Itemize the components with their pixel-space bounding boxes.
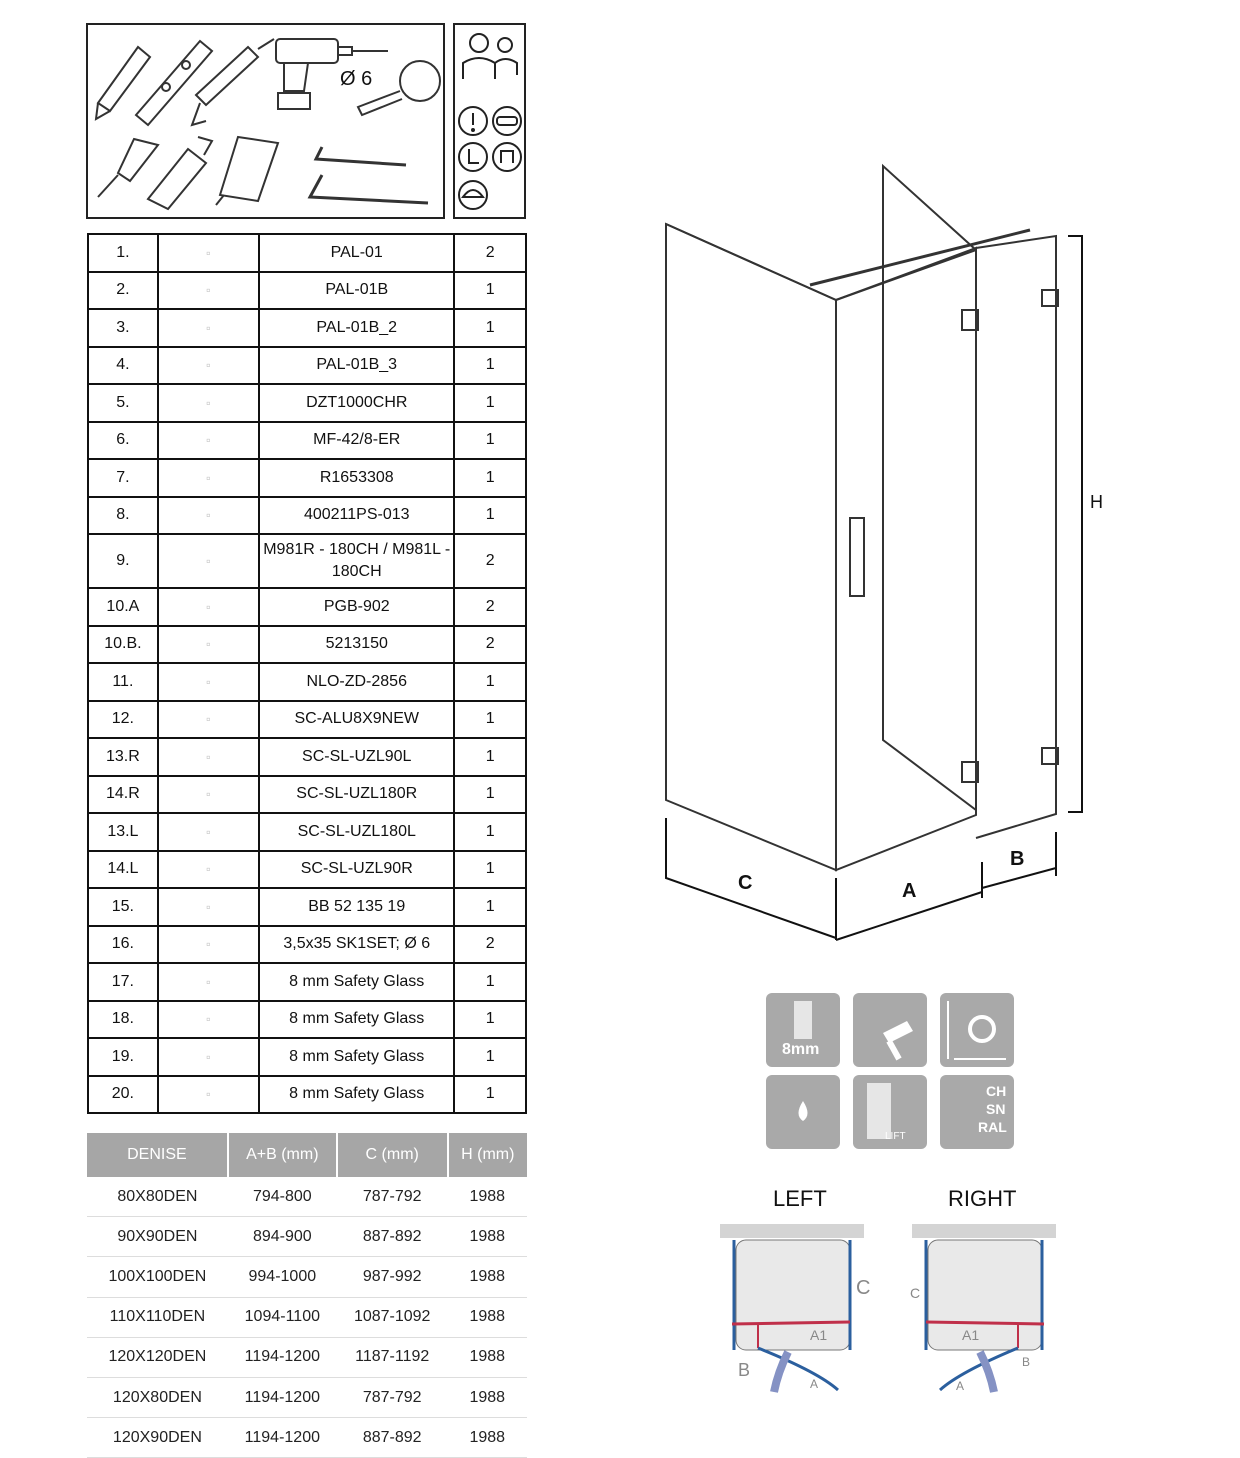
parts-row: [88, 309, 526, 347]
part-number: 11.: [88, 663, 158, 701]
part-quantity: 1: [454, 272, 526, 310]
size-row: [87, 1337, 527, 1377]
size-header: C (mm): [337, 1133, 448, 1177]
part-number: 2.: [88, 272, 158, 310]
part-number: 6.: [88, 422, 158, 460]
part-code: 8 mm Safety Glass: [259, 1076, 454, 1114]
part-thumbnail-icon: ▫: [206, 899, 211, 914]
screwdriver-icon: [98, 139, 158, 197]
part-illustration: [158, 588, 259, 626]
left-c-label: C: [856, 1277, 871, 1299]
part-thumbnail-icon: ▫: [206, 974, 211, 989]
part-quantity: 1: [454, 347, 526, 385]
finish-ch-label: CH: [986, 1083, 1007, 1099]
part-code: 8 mm Safety Glass: [259, 1038, 454, 1076]
left-a1-label: A1: [810, 1327, 828, 1343]
side-glass-panel: [666, 224, 836, 870]
part-code: PAL-01B_2: [259, 309, 454, 347]
parts-row: [88, 1076, 526, 1114]
part-number: 15.: [88, 888, 158, 926]
part-code: 8 mm Safety Glass: [259, 1001, 454, 1039]
part-quantity: 1: [454, 497, 526, 535]
parts-row: [88, 701, 526, 739]
size-cell: 1988: [448, 1418, 527, 1458]
part-number: 17.: [88, 963, 158, 1001]
part-quantity: 2: [454, 926, 526, 964]
part-number: 9.: [88, 534, 158, 588]
caulk-gun-icon: [192, 39, 274, 125]
part-illustration: [158, 851, 259, 889]
part-number: 4.: [88, 347, 158, 385]
part-illustration: [158, 497, 259, 535]
part-thumbnail-icon: ▫: [206, 749, 211, 764]
part-illustration: [158, 813, 259, 851]
size-header: DENISE: [87, 1133, 228, 1177]
part-number: 14.R: [88, 776, 158, 814]
part-quantity: 1: [454, 738, 526, 776]
part-thumbnail-icon: ▫: [206, 508, 211, 523]
size-row: [87, 1377, 527, 1417]
part-quantity: 1: [454, 1038, 526, 1076]
part-quantity: 1: [454, 813, 526, 851]
part-code: R1653308: [259, 459, 454, 497]
part-illustration: [158, 663, 259, 701]
part-number: 7.: [88, 459, 158, 497]
part-number: 13.L: [88, 813, 158, 851]
part-thumbnail-icon: ▫: [206, 862, 211, 877]
size-cell: 994-1000: [228, 1257, 337, 1297]
part-quantity: 1: [454, 776, 526, 814]
two-installers-icon: [463, 34, 517, 79]
part-quantity: 1: [454, 888, 526, 926]
adjustment-range-icon: [940, 993, 1014, 1067]
part-code: SC-ALU8X9NEW: [259, 701, 454, 739]
part-thumbnail-icon: ▫: [206, 937, 211, 952]
right-a1-label: A1: [962, 1327, 980, 1343]
part-code: NLO-ZD-2856: [259, 663, 454, 701]
part-number: 12.: [88, 701, 158, 739]
height-dimension-line: [1068, 236, 1082, 812]
parts-row: [88, 459, 526, 497]
glass-thickness-label: 8mm: [782, 1041, 820, 1058]
size-cell: 1988: [448, 1217, 527, 1257]
parts-row: [88, 384, 526, 422]
size-cell: 120X80DEN: [87, 1377, 228, 1417]
right-orientation-diagram: [910, 1222, 1070, 1397]
part-quantity: 1: [454, 309, 526, 347]
part-code: 400211PS-013: [259, 497, 454, 535]
size-cell: 987-992: [337, 1257, 448, 1297]
part-illustration: [158, 776, 259, 814]
safety-panel: [453, 23, 526, 219]
gloves-icon: [493, 143, 521, 171]
dim-c-label: C: [738, 872, 753, 894]
part-thumbnail-icon: ▫: [206, 1087, 211, 1102]
part-illustration: [158, 888, 259, 926]
part-thumbnail-icon: ▫: [206, 712, 211, 727]
part-number: 14.L: [88, 851, 158, 889]
part-illustration: [158, 1038, 259, 1076]
parts-row: [88, 738, 526, 776]
part-code: 3,5x35 SK1SET; Ø 6: [259, 926, 454, 964]
boots-icon: [459, 143, 487, 171]
part-number: 10.A: [88, 588, 158, 626]
size-cell: 894-900: [228, 1217, 337, 1257]
part-illustration: [158, 1076, 259, 1114]
part-thumbnail-icon: ▫: [206, 1012, 211, 1027]
right-a-label: A: [956, 1379, 965, 1393]
part-quantity: 1: [454, 1001, 526, 1039]
part-illustration: [158, 459, 259, 497]
part-number: 1.: [88, 234, 158, 272]
size-cell: 1187-1192: [337, 1337, 448, 1377]
parts-row: [88, 663, 526, 701]
part-code: 8 mm Safety Glass: [259, 963, 454, 1001]
part-quantity: 1: [454, 663, 526, 701]
part-illustration: [158, 272, 259, 310]
part-quantity: 1: [454, 963, 526, 1001]
part-code: SC-SL-UZL90R: [259, 851, 454, 889]
part-illustration: [158, 534, 259, 588]
part-quantity: 1: [454, 851, 526, 889]
shower-enclosure-drawing: [640, 150, 1100, 950]
part-number: 3.: [88, 309, 158, 347]
part-thumbnail-icon: ▫: [206, 320, 211, 335]
glass-thickness-icon: [766, 993, 840, 1067]
part-code: SC-SL-UZL180L: [259, 813, 454, 851]
part-code: 5213150: [259, 626, 454, 664]
part-illustration: [158, 1001, 259, 1039]
part-number: 20.: [88, 1076, 158, 1114]
size-cell: 1988: [448, 1297, 527, 1337]
size-cell: 120X120DEN: [87, 1337, 228, 1377]
parts-row: [88, 626, 526, 664]
right-caption: RIGHT: [948, 1186, 1017, 1211]
size-row: [87, 1418, 527, 1458]
part-code: PAL-01B: [259, 272, 454, 310]
part-illustration: [158, 701, 259, 739]
left-caption: LEFT: [773, 1186, 827, 1211]
part-quantity: 1: [454, 1076, 526, 1114]
parts-row: [88, 888, 526, 926]
size-cell: 887-892: [337, 1217, 448, 1257]
parts-row: [88, 1001, 526, 1039]
size-cell: 120X90DEN: [87, 1418, 228, 1458]
part-code: MF-42/8-ER: [259, 422, 454, 460]
part-code: PAL-01B_3: [259, 347, 454, 385]
part-thumbnail-icon: ▫: [206, 433, 211, 448]
parts-table: [87, 233, 527, 1114]
size-row: [87, 1257, 527, 1297]
size-table: [87, 1133, 527, 1458]
dim-a-label: A: [902, 880, 917, 902]
warning-icon: [459, 107, 487, 135]
parts-row: [88, 1038, 526, 1076]
part-thumbnail-icon: ▫: [206, 599, 211, 614]
part-quantity: 2: [454, 588, 526, 626]
dim-b-label: B: [1010, 848, 1025, 870]
part-thumbnail-icon: ▫: [206, 245, 211, 260]
water-drop-icon: [766, 1075, 840, 1149]
part-number: 5.: [88, 384, 158, 422]
parts-row: [88, 272, 526, 310]
part-code: SC-SL-UZL180R: [259, 776, 454, 814]
part-illustration: [158, 626, 259, 664]
part-illustration: [158, 422, 259, 460]
size-cell: 1988: [448, 1177, 527, 1217]
part-illustration: [158, 234, 259, 272]
size-header: A+B (mm): [228, 1133, 337, 1177]
size-row: [87, 1177, 527, 1217]
part-number: 10.B.: [88, 626, 158, 664]
size-cell: 1988: [448, 1257, 527, 1297]
left-orientation-diagram: [718, 1222, 878, 1397]
size-cell: 1988: [448, 1337, 527, 1377]
finish-ral-label: RAL: [978, 1119, 1007, 1135]
parts-row: [88, 813, 526, 851]
stabilizer-bar: [810, 230, 1030, 285]
part-illustration: [158, 347, 259, 385]
size-header: H (mm): [448, 1133, 527, 1177]
size-cell: 887-892: [337, 1418, 448, 1458]
part-illustration: [158, 963, 259, 1001]
door-handle: [850, 518, 864, 596]
allen-keys-icon: [310, 147, 428, 203]
size-cell: 100X100DEN: [87, 1257, 228, 1297]
parts-row: [88, 497, 526, 535]
size-row: [87, 1297, 527, 1337]
lift-hinge-icon: [853, 1075, 927, 1149]
part-quantity: 2: [454, 534, 526, 588]
part-code: BB 52 135 19: [259, 888, 454, 926]
finish-sn-label: SN: [986, 1101, 1006, 1117]
hardhat-icon: [459, 181, 487, 209]
left-a-label: A: [810, 1377, 819, 1391]
impact-resistant-icon: [853, 993, 927, 1067]
part-thumbnail-icon: ▫: [206, 554, 211, 568]
size-cell: 1194-1200: [228, 1418, 337, 1458]
size-cell: 1194-1200: [228, 1337, 337, 1377]
part-illustration: [158, 926, 259, 964]
part-thumbnail-icon: ▫: [206, 787, 211, 802]
size-cell: 1194-1200: [228, 1377, 337, 1417]
size-cell: 1094-1100: [228, 1297, 337, 1337]
part-code: PGB-902: [259, 588, 454, 626]
hacksaw-icon: [216, 137, 278, 205]
part-number: 8.: [88, 497, 158, 535]
part-thumbnail-icon: ▫: [206, 358, 211, 373]
tools-panel: [86, 23, 445, 219]
parts-row: [88, 588, 526, 626]
part-quantity: 2: [454, 234, 526, 272]
part-number: 19.: [88, 1038, 158, 1076]
part-quantity: 1: [454, 701, 526, 739]
lift-label: LIFT: [885, 1131, 906, 1142]
size-cell: 1988: [448, 1377, 527, 1417]
part-thumbnail-icon: ▫: [206, 637, 211, 652]
part-number: 13.R: [88, 738, 158, 776]
part-code: SC-SL-UZL90L: [259, 738, 454, 776]
part-illustration: [158, 309, 259, 347]
right-c-label: C: [910, 1285, 921, 1301]
door-panel: [836, 248, 976, 870]
size-cell: 110X110DEN: [87, 1297, 228, 1337]
right-b-label: B: [1022, 1355, 1031, 1369]
parts-row: [88, 926, 526, 964]
parts-row: [88, 347, 526, 385]
part-quantity: 1: [454, 459, 526, 497]
part-quantity: 2: [454, 626, 526, 664]
part-thumbnail-icon: ▫: [206, 395, 211, 410]
part-code: M981R - 180CH / M981L - 180CH: [259, 534, 454, 588]
size-row: [87, 1217, 527, 1257]
size-cell: 80X80DEN: [87, 1177, 228, 1217]
part-code: PAL-01: [259, 234, 454, 272]
parts-row: [88, 234, 526, 272]
parts-row: [88, 534, 526, 588]
part-number: 16.: [88, 926, 158, 964]
part-illustration: [158, 384, 259, 422]
size-cell: 90X90DEN: [87, 1217, 228, 1257]
part-thumbnail-icon: ▫: [206, 674, 211, 689]
utility-knife-icon: [148, 137, 212, 209]
tools-illustration: [88, 25, 443, 217]
parts-row: [88, 422, 526, 460]
parts-row: [88, 851, 526, 889]
part-number: 18.: [88, 1001, 158, 1039]
drill-size-label: Ø 6: [340, 68, 373, 90]
parts-row: [88, 963, 526, 1001]
size-cell: 1087-1092: [337, 1297, 448, 1337]
size-cell: 794-800: [228, 1177, 337, 1217]
dim-h-label: H: [1090, 492, 1103, 512]
left-b-label: B: [738, 1360, 751, 1380]
part-thumbnail-icon: ▫: [206, 1049, 211, 1064]
part-quantity: 1: [454, 422, 526, 460]
part-quantity: 1: [454, 384, 526, 422]
size-cell: 787-792: [337, 1177, 448, 1217]
part-code: DZT1000CHR: [259, 384, 454, 422]
finish-options-icon: [940, 1075, 1014, 1149]
part-thumbnail-icon: ▫: [206, 283, 211, 298]
part-illustration: [158, 738, 259, 776]
part-thumbnail-icon: ▫: [206, 470, 211, 485]
parts-row: [88, 776, 526, 814]
goggles-icon: [493, 107, 521, 135]
size-cell: 787-792: [337, 1377, 448, 1417]
part-thumbnail-icon: ▫: [206, 824, 211, 839]
